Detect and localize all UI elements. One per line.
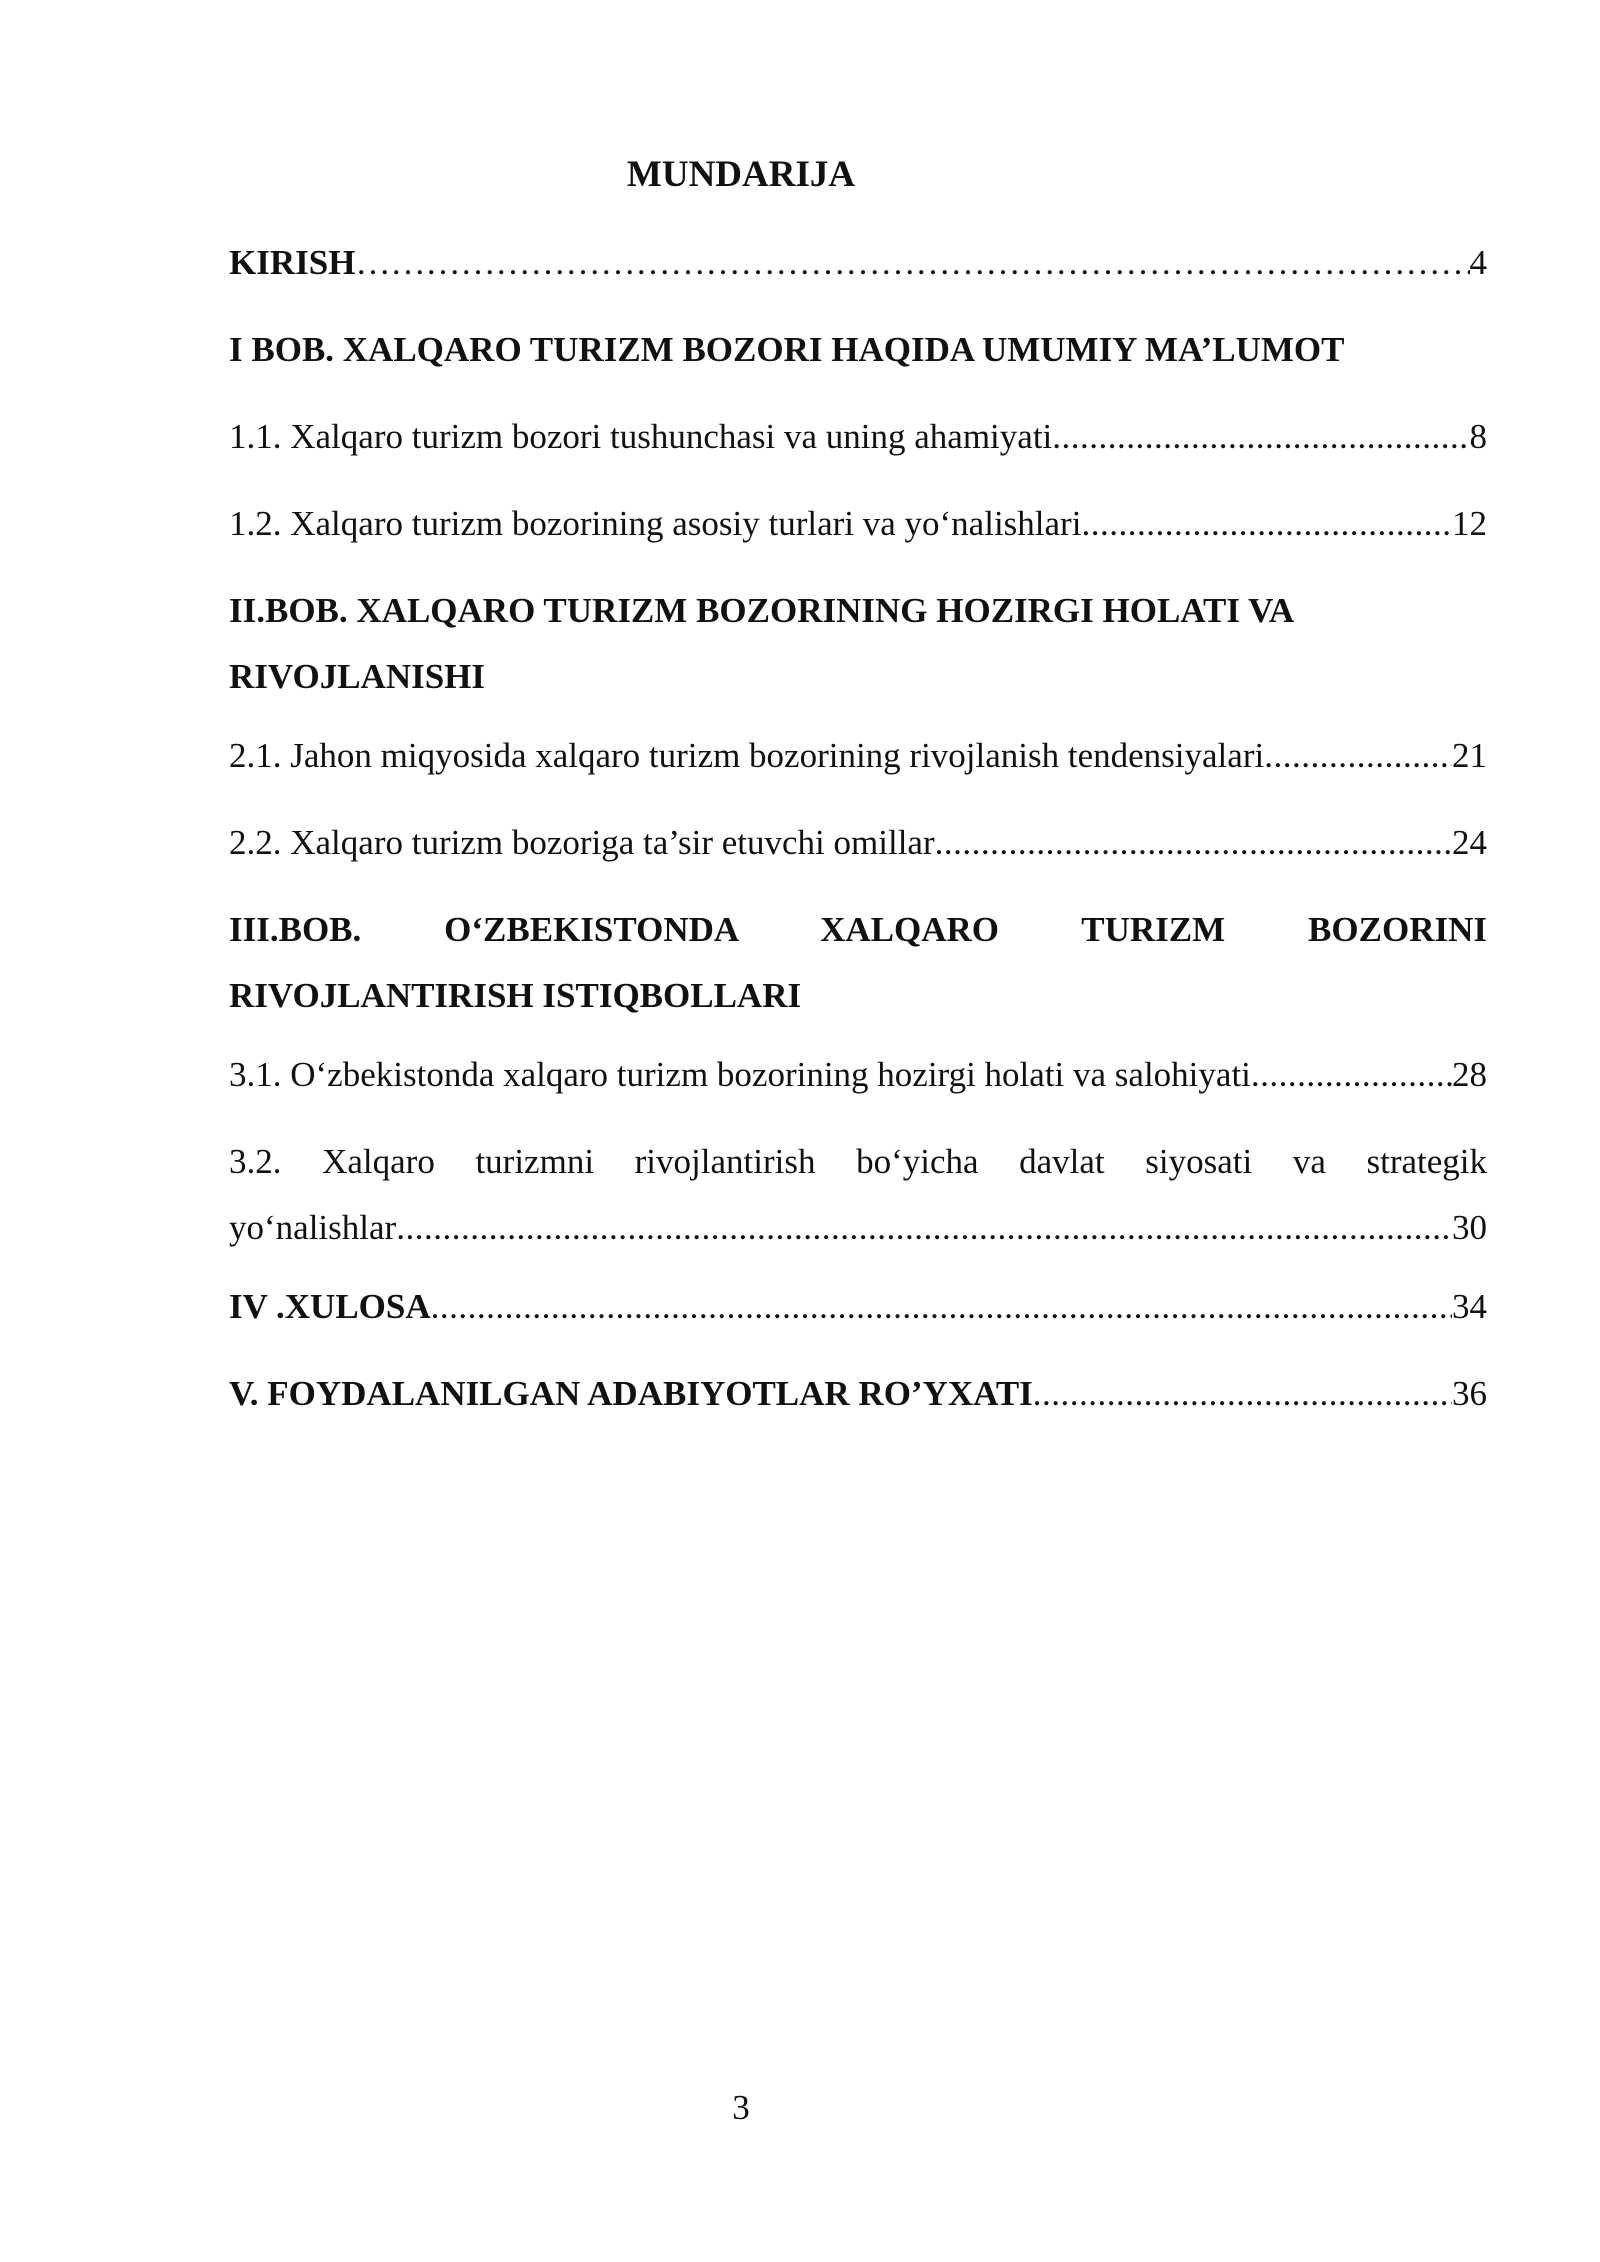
toc-entry-kirish — [229, 238, 1487, 288]
dot-leader — [396, 1195, 1452, 1261]
dot-leader — [431, 1282, 1452, 1332]
toc-entry-label: 1.1. Xalqaro turizm bozori tushunchasi va uning ahamiyati — [229, 417, 1053, 456]
toc-entry-line2 — [229, 1195, 1487, 1261]
toc-entry-3-2 — [229, 1129, 1487, 1261]
toc-entry-label: 2.1. Jahon miqyosida xalqaro turizm bozorining rivojlanish tendensiyalari — [229, 736, 1265, 775]
toc-chapter-1 — [229, 325, 1487, 375]
dot-leader — [935, 818, 1452, 868]
toc-entry-label-line2: RIVOJLANISHI — [229, 657, 486, 696]
page-number: 3 — [732, 2088, 750, 2127]
toc-entry-label: KIRISH — [229, 243, 356, 282]
toc-entry-label: V. FOYDALANILGAN ADABIYOTLAR RO’YXATI — [229, 1374, 1033, 1413]
toc-chapter-3 — [229, 897, 1487, 1029]
toc-page-number: 8 — [1469, 417, 1487, 456]
toc-entry-label: IV .XULOSA — [229, 1287, 431, 1326]
dot-leader — [1081, 499, 1452, 549]
toc-page-number: 24 — [1452, 823, 1487, 862]
toc-entry-2-1 — [229, 731, 1487, 781]
toc-entry-label: 1.2. Xalqaro turizm bozorining asosiy turlari va yo‘nalishlari — [229, 504, 1082, 543]
toc-entry-xulosa — [229, 1282, 1487, 1332]
toc-entry-label-line1: II.BOB. XALQARO TURIZM BOZORINING HOZIRGI HOLATI VA — [229, 591, 1295, 630]
toc-page-number: 36 — [1452, 1374, 1487, 1413]
toc-entry-label-line1: 3.2. Xalqaro turizmni rivojlantirish bo‘yicha davlat siyosati va strategik — [229, 1142, 1487, 1181]
toc-entry-label: 3.1. O‘zbekistonda xalqaro turizm bozorining hozirgi holati va salohiyati — [229, 1055, 1251, 1094]
toc-entry-2-2 — [229, 818, 1487, 868]
page-title: MUNDARIJA — [626, 154, 856, 195]
dot-leader — [1264, 731, 1452, 781]
toc-page-number: 21 — [1452, 736, 1487, 775]
toc-entry-1-2 — [229, 499, 1487, 549]
toc-page-number: 12 — [1452, 504, 1487, 543]
toc-entry-3-1 — [229, 1050, 1487, 1100]
toc-entry-adabiyotlar — [229, 1369, 1487, 1419]
toc-entry-1-1 — [229, 412, 1487, 462]
dot-leader — [1052, 412, 1469, 462]
toc-entry-label-line1: III.BOB. O‘ZBEKISTONDA XALQARO TURIZM BOZORINI — [229, 910, 1487, 949]
dot-leader — [1033, 1369, 1452, 1419]
dot-leader — [355, 238, 1469, 288]
toc-chapter-2 — [229, 578, 1487, 710]
toc-page-number: 4 — [1469, 243, 1487, 282]
table-of-contents — [229, 238, 1487, 1456]
toc-entry-label: 2.2. Xalqaro turizm bozoriga ta’sir etuvchi omillar — [229, 823, 935, 862]
toc-entry-label: I BOB. XALQARO TURIZM BOZORI HAQIDA UMUMIY MA’LUMOT — [229, 330, 1345, 369]
toc-page-number: 30 — [1452, 1208, 1487, 1247]
toc-entry-label-line2: yo‘nalishlar — [229, 1208, 397, 1247]
toc-page-number: 28 — [1452, 1055, 1487, 1094]
toc-entry-label-line2: RIVOJLANTIRISH ISTIQBOLLARI — [229, 976, 802, 1015]
toc-page-number: 34 — [1452, 1287, 1487, 1326]
dot-leader — [1251, 1050, 1452, 1100]
